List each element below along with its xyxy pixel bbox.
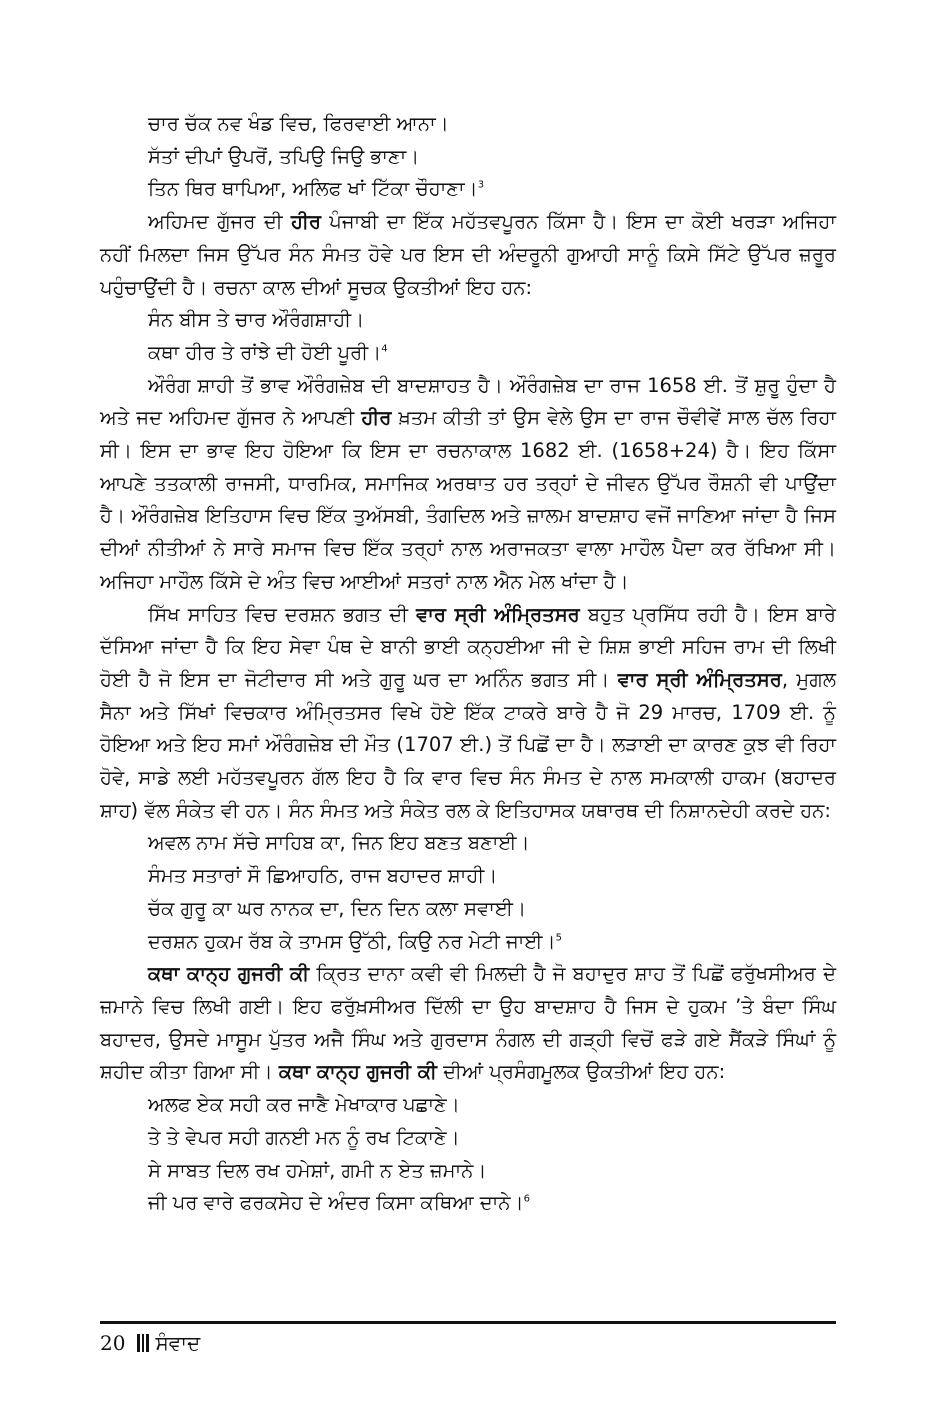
footnote-ref: 3: [477, 179, 485, 191]
footnote-ref: 5: [555, 932, 562, 944]
verse-line: ਅਵਲ ਨਾਮ ਸੱਚੇ ਸਾਹਿਬ ਕਾ, ਜਿਨ ਇਹ ਬਣਤ ਬਣਾਈ।: [148, 831, 530, 855]
verse-line: ਸੱਤਾਂ ਦੀਪਾਂ ਉਪਰੋਂ, ਤਪਿਉ ਜਿਉ ਭਾਣਾ।: [148, 144, 420, 168]
page-text: [100, 108, 836, 1220]
paragraph: ਔਰੰਗ ਸ਼ਾਹੀ ਤੋਂ ਭਾਵ ਔਰੰਗਜ਼ੇਬ ਦੀ ਬਾਦਸ਼ਾਹਤ ਹੈ। ਔਰੰਗਜ਼ੇਬ ਦਾ ਰਾਜ 1658 ਈ. ਤੋਂ ਸ਼ੁਰੂ ਹੁੰਦਾ ਹੈ ਅਤੇ ਜਦ ਅਹਿਮਦ ਗੁੱਜਰ ਨੇ ਆਪਣੀ ਹੀਰ ਖ਼ਤਮ ਕੀਤੀ ਤਾਂ ਉਸ ਵੇਲੇ ਉਸ ਦਾ ਰਾਜ ਚੌਵੀਵੇਂ ਸਾਲ ਚੱਲ ਰਿਹਾ ਸੀ। ਇਸ ਦਾ ਭਾਵ ਇਹ ਹੋਇਆ ਕਿ ਇਸ ਦਾ ਰਚਨਾਕਾਲ 1682 ਈ. (1658+24) ਹੈ। ਇਹ ਕਿੱਸਾ ਆਪਣੇ ਤਤਕਾਲੀ ਰਾਜਸੀ, ਧਾਰਮਿਕ, ਸਮਾਜਿਕ ਅਰਥਾਤ ਹਰ ਤਰ੍ਹਾਂ ਦੇ ਜੀਵਨ ਉੱਪਰ ਰੌਸ਼ਨੀ ਵੀ ਪਾਉਂਦਾ ਹੈ। ਔਰੰਗਜ਼ੇਬ ਇਤਿਹਾਸ ਵਿਚ ਇੱਕ ਤੁਅੱਸਬੀ, ਤੰਗਦਿਲ ਅਤੇ ਜ਼ਾਲਮ ਬਾਦਸ਼ਾਹ ਵਜੋਂ ਜਾਣਿਆ ਜਾਂਦਾ ਹੈ ਜਿਸ ਦੀਆਂ ਨੀਤੀਆਂ ਨੇ ਸਾਰੇ ਸਮਾਜ ਵਿਚ ਇੱਕ ਤਰ੍ਹਾਂ ਨਾਲ ਅਰਾਜਕਤਾ ਵਾਲਾ ਮਾਹੌਲ ਪੈਦਾ ਕਰ ਰੱਖਿਆ ਸੀ। ਅਜਿਹਾ ਮਾਹੌਲ ਕਿੱਸੇ ਦੇ ਅੰਤ ਵਿਚ ਆਈਆਂ ਸਤਰਾਂ ਨਾਲ ਐਨ ਮੇਲ ਖਾਂਦਾ ਹੈ।: [100, 373, 836, 593]
journal-name: ਸੰਵਾਦ: [155, 1331, 201, 1355]
triple-bar-icon: [137, 1334, 149, 1352]
verse-line: ਸੰਮਤ ਸਤਾਰਾਂ ਸੌ ਛਿਆਹਠਿ, ਰਾਜ ਬਹਾਦਰ ਸ਼ਾਹੀ।: [148, 864, 498, 888]
verse-line: ਜੀ ਪਰ ਵਾਰੇ ਫਰਕਸੇਹ ਦੇ ਅੰਦਰ ਕਿਸਾ ਕਥਿਆ ਦਾਨੇ।$^6$: [148, 1191, 530, 1215]
verse-line: ਸੇ ਸਾਬਤ ਦਿਲ ਰਖ ਹਮੇਸ਼ਾਂ, ਗਮੀ ਨ ਏਤ ਜ਼ਮਾਨੇ।: [148, 1158, 487, 1182]
verse-line: ਚੱਕ ਗੁਰੂ ਕਾ ਘਰ ਨਾਨਕ ਦਾ, ਦਿਨ ਦਿਨ ਕਲਾ ਸਵਾਈ।: [148, 896, 527, 920]
footnote-ref: 4: [381, 343, 388, 355]
verse-line: ਤਿਨ ਥਿਰ ਥਾਪਿਆ, ਅਲਿਫ ਖਾਂ ਟਿੱਕਾ ਚੌਹਾਣਾ।$^3$: [148, 177, 485, 201]
verse-line: ਚਾਰ ਚੱਕ ਨਵ ਖੰਡ ਵਿਚ, ਫਿਰਵਾਈ ਆਨਾ।: [148, 112, 449, 135]
paragraph: ਅਹਿਮਦ ਗੁੱਜਰ ਦੀ ਹੀਰ ਪੰਜਾਬੀ ਦਾ ਇੱਕ ਮਹੱਤਵਪੂਰਨ ਕਿੱਸਾ ਹੈ। ਇਸ ਦਾ ਕੋਈ ਖਰੜਾ ਅਜਿਹਾ ਨਹੀਂ ਮਿਲਦਾ ਜਿਸ ਉੱਪਰ ਸੰਨ ਸੰਮਤ ਹੋਵੇ ਪਰ ਇਸ ਦੀ ਅੰਦਰੂਨੀ ਗੁਆਹੀ ਸਾਨੂੰ ਕਿਸੇ ਸਿੱਟੇ ਉੱਪਰ ਜ਼ਰੂਰ ਪਹੁੰਚਾਉਂਦੀ ਹੈ। ਰਚਨਾ ਕਾਲ ਦੀਆਂ ਸੂਚਕ ਉਕਤੀਆਂ ਇਹ ਹਨ:: [100, 210, 836, 299]
verse-line: ਅਲਫ ਏਕ ਸਹੀ ਕਰ ਜਾਣੈ ਮੇਖਾਕਾਰ ਪਛਾਣੇ।: [148, 1093, 460, 1117]
footnote-ref: 6: [523, 1193, 530, 1205]
verse-line: ਤੇ ਤੇ ਵੇਪਰ ਸਹੀ ਗਨਈ ਮਨ ਨੂੰ ਰਖ ਟਿਕਾਣੇ।: [148, 1125, 460, 1149]
verse-line: ਦਰਸ਼ਨ ਹੁਕਮ ਰੱਬ ਕੇ ਤਾਮਸ ਉੱਠੀ, ਕਿਉ ਨਰ ਮੇਟੀ ਜਾਈ।$^5$: [148, 929, 562, 953]
page-footer: [100, 1328, 200, 1358]
verse-line: ਸੰਨ ਬੀਸ ਤੇ ਚਾਰ ਔਰੰਗਸ਼ਾਹੀ।: [148, 308, 365, 332]
paragraph: ਸਿੱਖ ਸਾਹਿਤ ਵਿਚ ਦਰਸ਼ਨ ਭਗਤ ਦੀ ਵਾਰ ਸ੍ਰੀ ਅੰਮ੍ਰਿਤਸਰ ਬਹੁਤ ਪ੍ਰਸਿੱਧ ਰਹੀ ਹੈ। ਇਸ ਬਾਰੇ ਦੱਸਿਆ ਜਾਂਦਾ ਹੈ ਕਿ ਇਹ ਸੇਵਾ ਪੰਥ ਦੇ ਬਾਨੀ ਭਾਈ ਕਨ੍ਹਈਆ ਜੀ ਦੇ ਸ਼ਿਸ਼ ਭਾਈ ਸਹਿਜ ਰਾਮ ਦੀ ਲਿਖੀ ਹੋਈ ਹੈ ਜੋ ਇਸ ਦਾ ਜੋਟੀਦਾਰ ਸੀ ਅਤੇ ਗੁਰੂ ਘਰ ਦਾ ਅਨਿੰਨ ਭਗਤ ਸੀ। ਵਾਰ ਸ੍ਰੀ ਅੰਮ੍ਰਿਤਸਰ, ਮੁਗਲ ਸੈਨਾ ਅਤੇ ਸਿੱਖਾਂ ਵਿਚਕਾਰ ਅੰਮ੍ਰਿਤਸਰ ਵਿਖੇ ਹੋਏ ਇੱਕ ਟਾਕਰੇ ਬਾਰੇ ਹੈ ਜੋ 29 ਮਾਰਚ, 1709 ਈ. ਨੂੰ ਹੋਇਆ ਅਤੇ ਇਹ ਸਮਾਂ ਔਰੰਗਜ਼ੇਬ ਦੀ ਮੌਤ (1707 ਈ.) ਤੋਂ ਪਿਛੋਂ ਦਾ ਹੈ। ਲੜਾਈ ਦਾ ਕਾਰਣ ਕੁਝ ਵੀ ਰਿਹਾ ਹੋਵੇ, ਸਾਡੇ ਲਈ ਮਹੱਤਵਪੂਰਨ ਗੱਲ ਇਹ ਹੈ ਕਿ ਵਾਰ ਵਿਚ ਸੰਨ ਸੰਮਤ ਦੇ ਨਾਲ ਸਮਕਾਲੀ ਹਾਕਮ (ਬਹਾਦਰ ਸ਼ਾਹ) ਵੱਲ ਸੰਕੇਤ ਵੀ ਹਨ। ਸੰਨ ਸੰਮਤ ਅਤੇ ਸੰਕੇਤ ਰਲ ਕੇ ਇਤਿਹਾਸਕ ਯਥਾਰਥ ਦੀ ਨਿਸ਼ਾਨਦੇਹੀ ਕਰਦੇ ਹਨ:: [100, 602, 836, 822]
footer-divider: [100, 1321, 836, 1324]
page-number: 20: [100, 1331, 126, 1355]
verse-line: ਕਥਾ ਹੀਰ ਤੇ ਰਾਂਝੇ ਦੀ ਹੋਈ ਪੂਰੀ।$^4$: [148, 340, 388, 364]
paragraph: ਕਥਾ ਕਾਨ੍ਹ ਗੁਜਰੀ ਕੀ ਕ੍ਰਿਤ ਦਾਨਾ ਕਵੀ ਵੀ ਮਿਲਦੀ ਹੈ ਜੋ ਬਹਾਦੁਰ ਸ਼ਾਹ ਤੋਂ ਪਿਛੋਂ ਫਰੁੱਖਸੀਅਰ ਦੇ ਜ਼ਮਾਨੇ ਵਿਚ ਲਿਖੀ ਗਈ। ਇਹ ਫਰੁੱਖ਼ਸੀਅਰ ਦਿੱਲੀ ਦਾ ਉਹ ਬਾਦਸ਼ਾਹ ਹੈ ਜਿਸ ਦੇ ਹੁਕਮ ’ਤੇ ਬੰਦਾ ਸਿੰਘ ਬਹਾਦਰ, ਉਸਦੇ ਮਾਸੂਮ ਪੁੱਤਰ ਅਜੈ ਸਿੰਘ ਅਤੇ ਗੁਰਦਾਸ ਨੰਗਲ ਦੀ ਗੜ੍ਹੀ ਵਿਚੋਂ ਫੜੇ ਗਏ ਸੈਂਕੜੇ ਸਿੰਘਾਂ ਨੂੰ ਸ਼ਹੀਦ ਕੀਤਾ ਗਿਆ ਸੀ। ਕਥਾ ਕਾਨ੍ਹ ਗੁਜਰੀ ਕੀ ਦੀਆਂ ਪ੍ਰਸੰਗਮੂਲਕ ਉਕਤੀਆਂ ਇਹ ਹਨ:: [100, 962, 837, 1084]
